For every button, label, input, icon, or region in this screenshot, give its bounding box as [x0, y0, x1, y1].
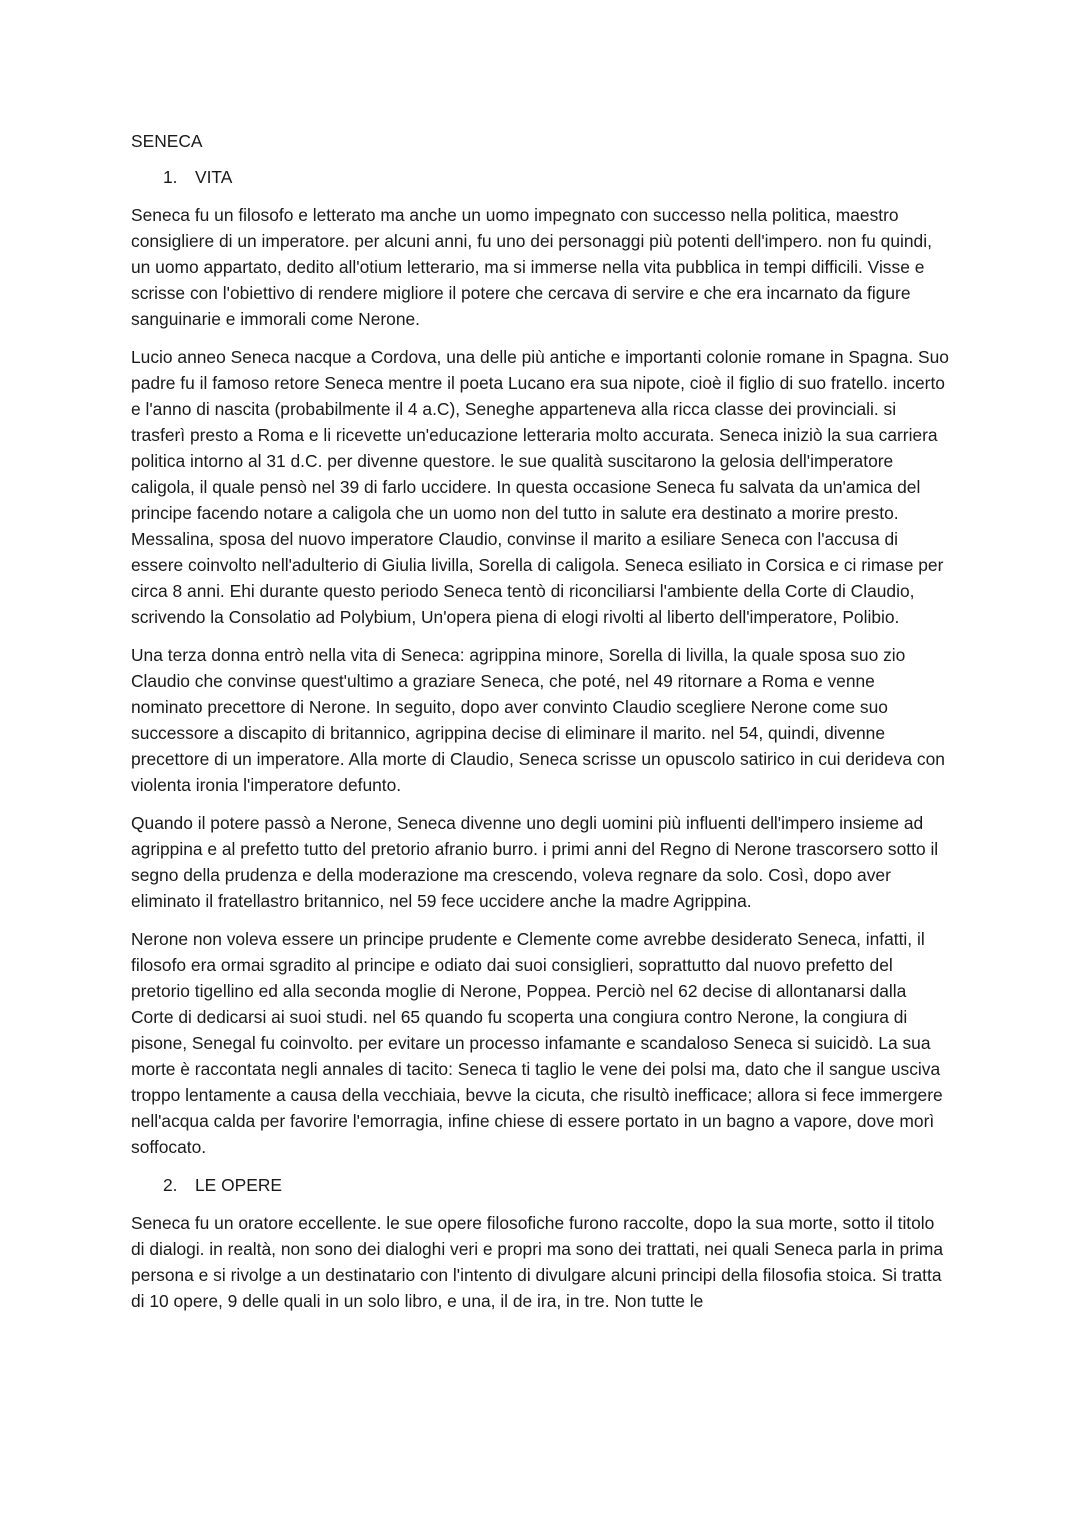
paragraph: Una terza donna entrò nella vita di Seneca: agrippina minore, Sorella di livilla, la quale sposa suo zio Claudio che convinse quest'ultimo a graziare Seneca, che poté, nel 49 ritornare a Roma e venne nominato precettore di Nerone. In seguito, dopo aver convinto Claudio scegliere Nerone come suo successore a discapito di britannico, agrippina decise di eliminare il marito. nel 54, quindi, divenne precettore di un imperatore. Alla morte di Claudio, Seneca scrisse un opuscolo satirico in cui derideva con violenta ironia l'imperatore defunto.: [131, 645, 945, 795]
paragraph: Nerone non voleva essere un principe prudente e Clemente come avrebbe desiderato Seneca, infatti, il filosofo era ormai sgradito al principe e odiato dai suoi consiglieri, soprattutto dal nuovo prefetto del pretorio tigellino ed alla seconda moglie di Nerone, Poppea. Perciò nel 62 decise di allontanarsi dalla Corte di dedicarsi ai suoi studi. nel 65 quando fu scoperta una congiura contro Nerone, la congiura di pisone, Senegal fu coinvolto. per evitare un processo infamante e scandaloso Seneca si suicidò. La sua morte è raccontata negli annales di tacito: Seneca ti taglio le vene dei polsi ma, dato che il sangue usciva troppo lentamente a causa della vecchiaia, bevve la cicuta, che risultò inefficace; allora si fece immergere nell'acqua calda per favorire l'emorragia, infine chiese di essere portato in un bagno a vapore, dove morì soffocato.: [131, 929, 943, 1157]
document-page: [131, 128, 951, 1326]
section-title: LE OPERE: [195, 1175, 282, 1195]
paragraph: Seneca fu un filosofo e letterato ma anche un uomo impegnato con successo nella politica, maestro consigliere di un imperatore. per alcuni anni, fu uno dei personaggi più potenti dell'impero. non fu quindi, un uomo appartato, dedito all'otium letterario, ma si immerse nella vita pubblica in tempi difficili. Visse e scrisse con l'obiettivo di rendere migliore il potere che cercava di servire e che era incarnato da figure sanguinarie e immorali come Nerone.: [131, 205, 932, 329]
paragraph: Seneca fu un oratore eccellente. le sue opere filosofiche furono raccolte, dopo la sua morte, sotto il titolo di dialogi. in realtà, non sono dei dialoghi veri e propri ma sono dei trattati, nei quali Seneca parla in prima persona e si rivolge a un destinatario con l'intento di divulgare alcuni principi della filosofia stoica. Si tratta di 10 opere, 9 delle quali in un solo libro, e una, il de ira, in tre. Non tutte le: [131, 1213, 944, 1311]
section-number: 1.: [163, 167, 178, 187]
section-heading-vita: [131, 164, 951, 190]
document-title: SENECA: [131, 131, 203, 151]
section-heading-le-opere: [131, 1172, 951, 1198]
paragraph: Quando il potere passò a Nerone, Seneca divenne uno degli uomini più influenti dell'impero insieme ad agrippina e al prefetto tutto del pretorio afranio burro. i primi anni del Regno di Nerone trascorsero sotto il segno della prudenza e della moderazione ma crescendo, voleva regnare da solo. Così, dopo aver eliminato il fratellastro britannico, nel 59 fece uccidere anche la madre Agrippina.: [131, 813, 939, 911]
section-number: 2.: [163, 1175, 178, 1195]
section-title: VITA: [195, 167, 233, 187]
paragraph: Lucio anneo Seneca nacque a Cordova, una delle più antiche e importanti colonie romane in Spagna. Suo padre fu il famoso retore Seneca mentre il poeta Lucano era sua nipote, cioè il figlio di suo fratello. incerto e l'anno di nascita (probabilmente il 4 a.C), Seneghe apparteneva alla ricca classe dei provinciali. si trasferì presto a Roma e li ricevette un'educazione letteraria molto accurata. Seneca iniziò la sua carriera politica intorno al 31 d.C. per divenne questore. le sue qualità suscitarono la gelosia dell'imperatore caligola, il quale pensò nel 39 di farlo uccidere. In questa occasione Seneca fu salvata da un'amica del principe facendo notare a caligola che un uomo non del tutto in salute era destinato a morire presto. Messalina, sposa del nuovo imperatore Claudio, convinse il marito a esiliare Seneca con l'accusa di essere coinvolto nell'adulterio di Giulia livilla, Sorella di caligola. Seneca esiliato in Corsica e ci rimase per circa 8 anni. Ehi durante questo periodo Seneca tentò di riconciliarsi l'ambiente della Corte di Claudio, scrivendo la Consolatio ad Polybium, Un'opera piena di elogi rivolti al liberto dell'imperatore, Polibio.: [131, 347, 949, 627]
